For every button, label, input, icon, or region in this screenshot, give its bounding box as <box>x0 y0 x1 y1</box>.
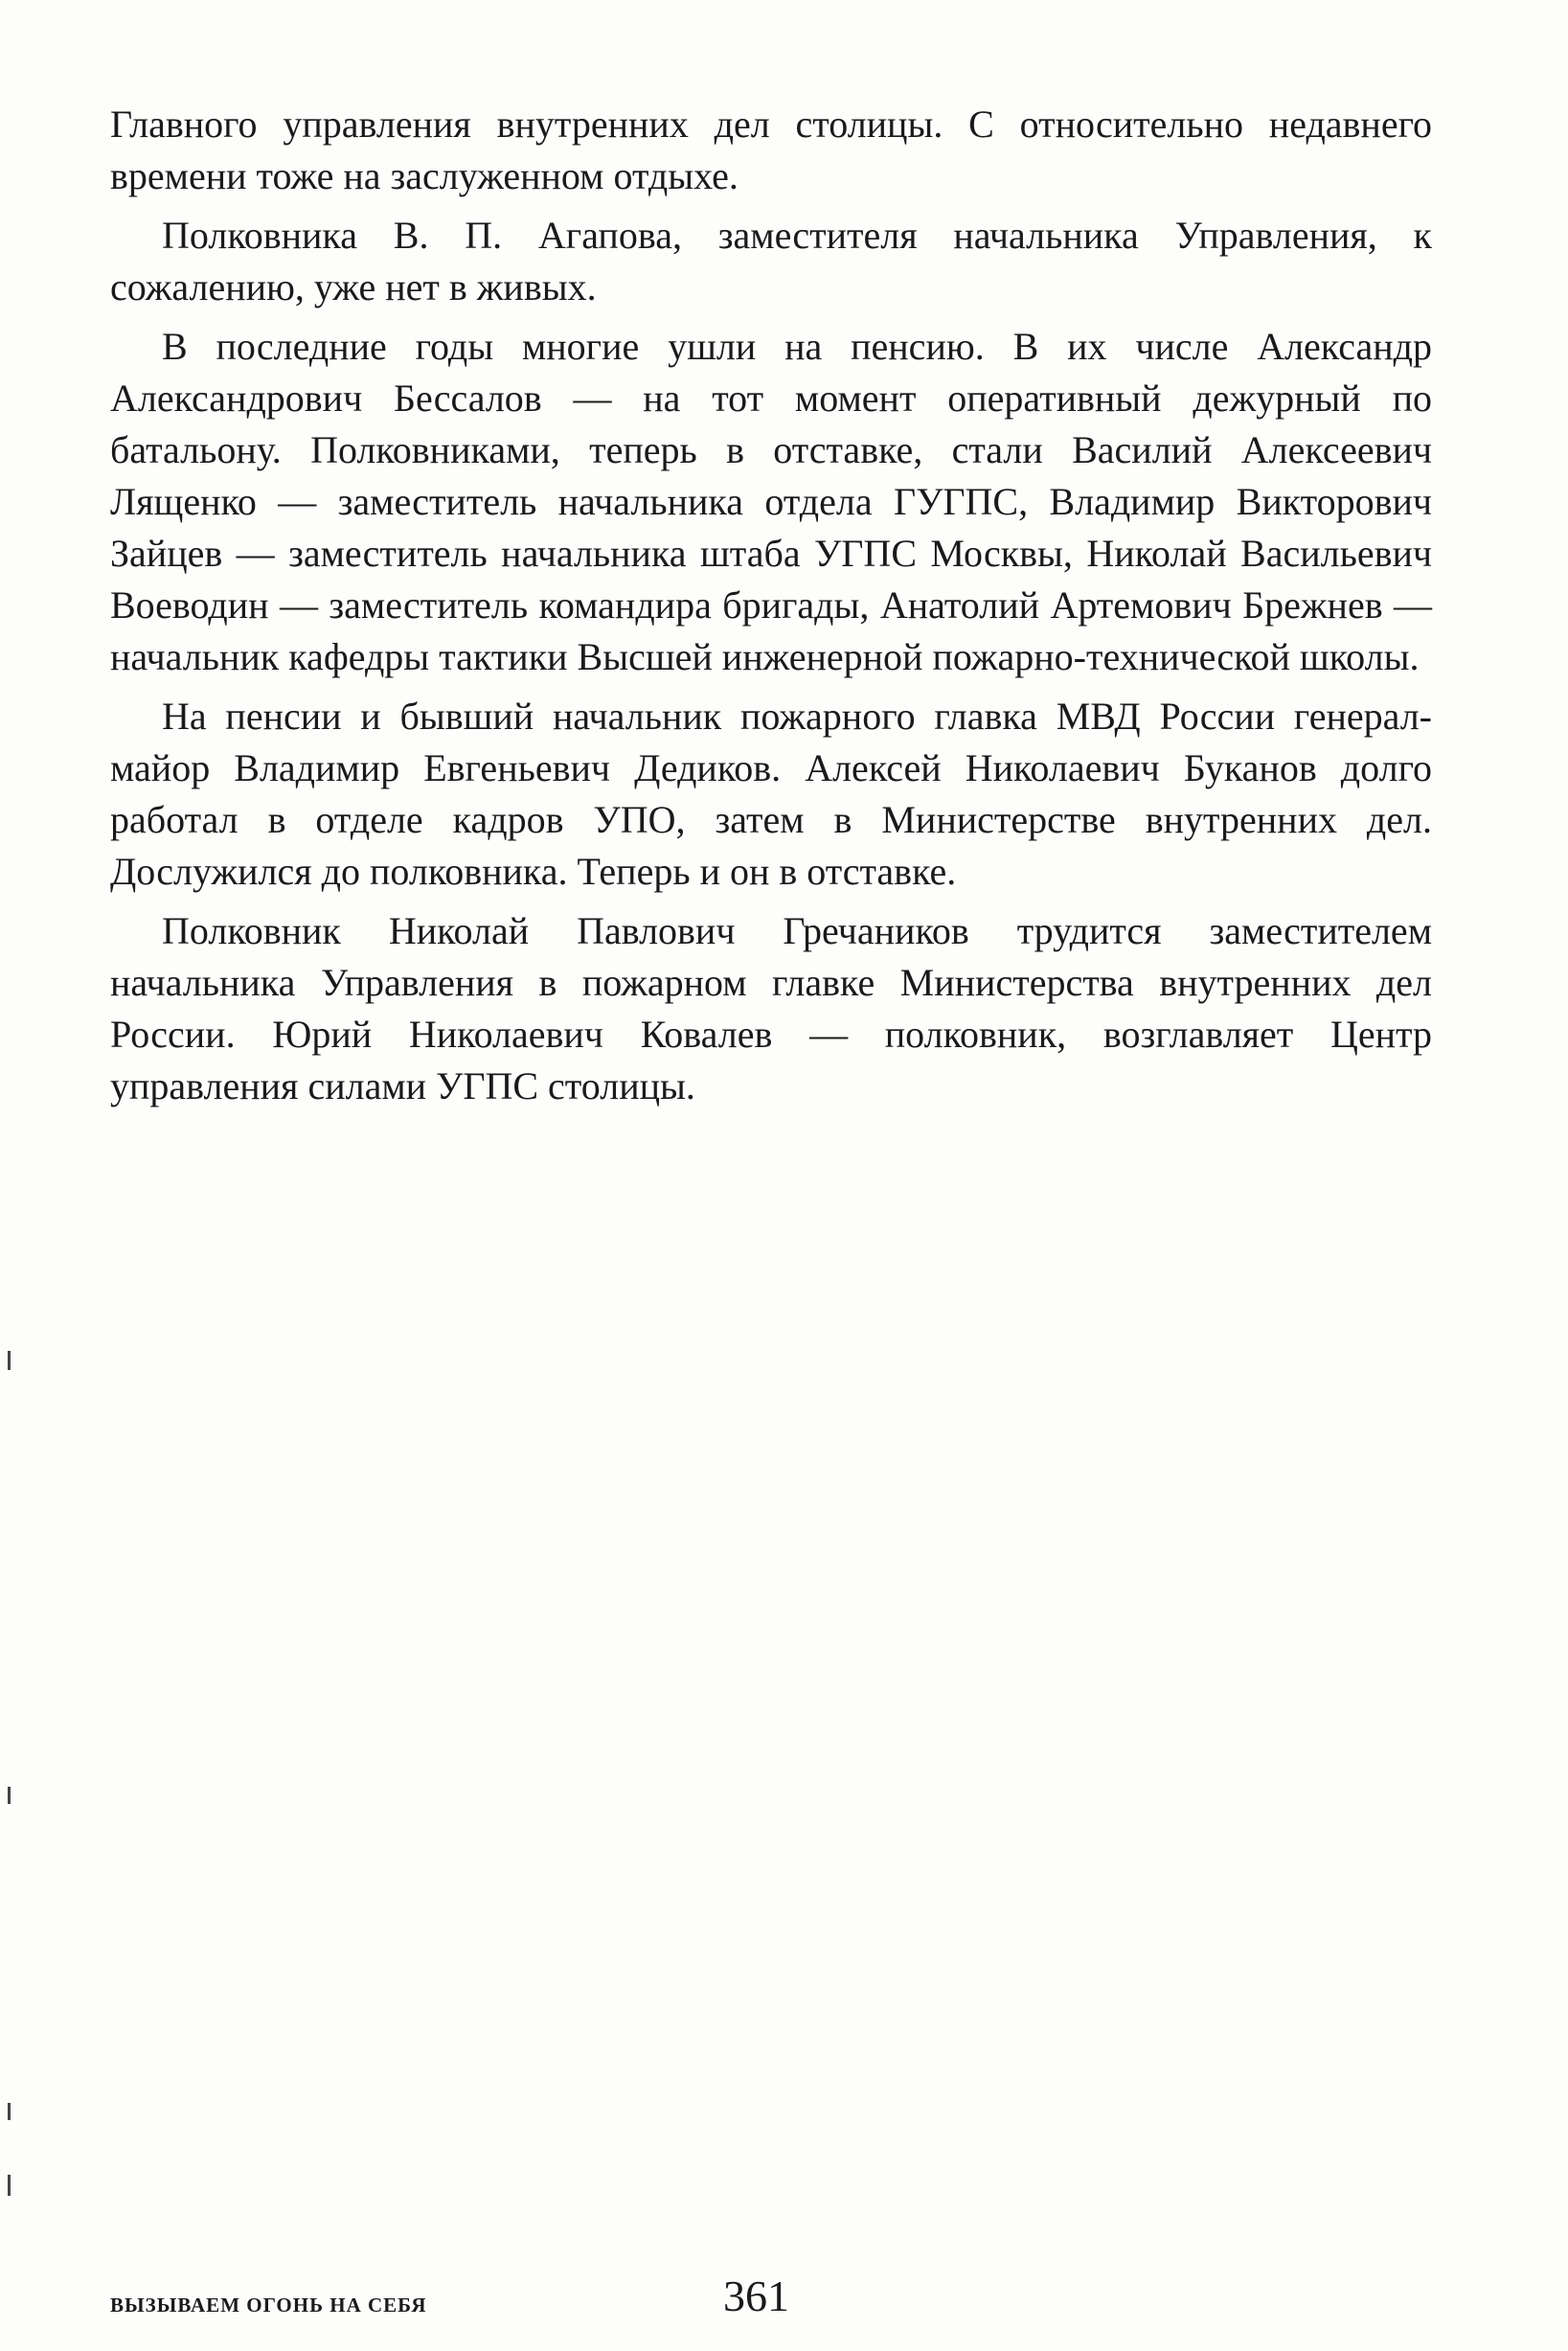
scan-margin-mark <box>8 2175 11 2196</box>
scan-margin-mark <box>8 1787 11 1804</box>
paragraph: В последние годы многие ушли на пенсию. В их числе Александр Александрович Бессалов — на тот момент оперативный дежурный по батальону. Полковниками, теперь в отставке, стали Василий Алексеевич Лященко — заместитель начальника отдела ГУГПС, Владимир Викторович Зайцев — заместитель начальника штаба УГПС Москвы, Николай Васильевич Воеводин — заместитель командира бригады, Анатолий Артемович Брежнев — начальник кафедры тактики Высшей инженерной пожарно-технической школы. <box>110 325 1432 678</box>
body-text <box>110 99 1432 1120</box>
paragraph-continued: Главного управления внутренних дел столицы. С относительно недавнего времени тоже на заслуженном отдыхе. <box>110 103 1432 197</box>
paragraph: Полковника В. П. Агапова, заместителя начальника Управления, к сожалению, уже нет в живых. <box>110 214 1432 308</box>
scan-margin-mark <box>8 2103 11 2120</box>
paragraph: На пенсии и бывший начальник пожарного главка МВД России генерал-майор Владимир Евгеньевич Дедиков. Алексей Николаевич Буканов долго работал в отделе кадров УПО, затем в Министерстве внутренних дел. Дослужился до полковника. Теперь и он в отставке. <box>110 695 1432 893</box>
paragraph: Полковник Николай Павлович Гречаников трудится заместителем начальника Управления в пожарном главке Министерства внутренних дел России. Юрий Николаевич Ковалев — полковник, возглавляет Центр управления силами УГПС столицы. <box>110 909 1432 1107</box>
running-footer-title: ВЫЗЫВАЕМ ОГОНЬ НА СЕБЯ <box>110 2294 427 2317</box>
scan-margin-mark <box>8 1351 11 1370</box>
page-number: 361 <box>723 2271 789 2320</box>
